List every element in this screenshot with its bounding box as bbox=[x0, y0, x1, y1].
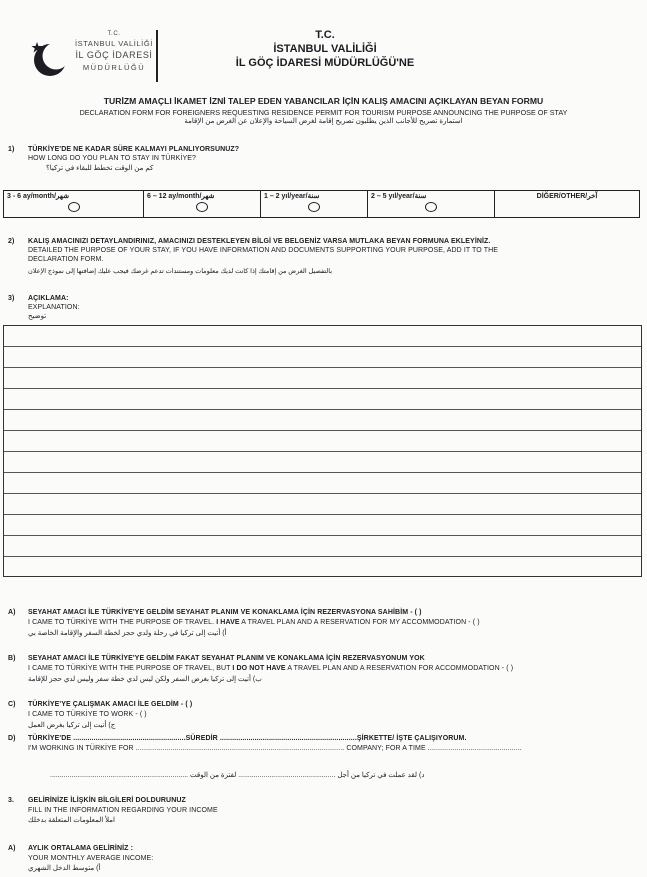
header bbox=[190, 28, 460, 70]
q3-text-tr: AÇIKLAMA: bbox=[28, 295, 69, 302]
option-d-text-tr[interactable]: TÜRKİYE'DE .......................................................SÜREDİR ...................................................................ŞİRKETTE/ İŞTE ÇALIŞIYORUM. bbox=[28, 735, 467, 742]
income-text-tr: AYLIK ORTALAMA GELİRİNİZ : bbox=[28, 845, 134, 852]
logo-line-valilik: İSTANBUL VALİLİĞİ bbox=[74, 39, 153, 48]
ruled-line bbox=[4, 493, 641, 494]
form-title-ar: استمارة تصريح للأجانب الذين يطلبون تصريح إقامة لغرض السياحة والإعلان عن الغرض من الإقامة bbox=[184, 118, 463, 125]
option-a-text-en[interactable]: I CAME TO TÜRKİYE WITH THE PURPOSE OF TRAVEL. I HAVE A TRAVEL PLAN AND A RESERVATION FOR MY ACCOMMODATION - ( ) bbox=[28, 619, 480, 626]
option-d-letter: D) bbox=[8, 735, 16, 742]
form-title-en: DECLARATION FORM FOR FOREIGNERS REQUESTING RESIDENCE PERMIT FOR TOURISM PURPOSE ANNOUNCING THE PURPOSE OF STAY bbox=[79, 108, 568, 117]
option-a-text-ar: أ) أتيت إلى تركيا في رحلة ولدي حجز لخطة السفر والإقامة الخاصة بي bbox=[28, 630, 227, 637]
ruled-line bbox=[4, 346, 641, 347]
logo bbox=[28, 30, 158, 85]
q3-number: 3) bbox=[8, 295, 15, 302]
duration-option-3-6-months[interactable]: 3 - 6 ay/month/شهر bbox=[4, 191, 144, 218]
ruled-line bbox=[4, 472, 641, 473]
section3-text-tr: GELİRİNİZE İLİŞKİN BİLGİLERİ DOLDURUNUZ bbox=[28, 797, 186, 804]
q3-text-ar: توضيح bbox=[28, 313, 47, 320]
ruled-line bbox=[4, 556, 641, 557]
q1-text-ar: كم من الوقت تخطط للبقاء في تركيا؟ bbox=[46, 165, 154, 172]
q1-number: 1) bbox=[8, 146, 15, 153]
option-b-text-tr[interactable]: SEYAHAT AMACI İLE TÜRKİYE'YE GELDİM FAKAT SEYAHAT PLANIM VE KONAKLAMA İÇİN REZERVASYONUM YOK bbox=[28, 655, 425, 662]
option-b-text-ar: ب) أتيت إلى تركيا بغرض السفر ولكن ليس لدي خطة سفر وليس لدي حجز للإقامة bbox=[28, 676, 262, 683]
duration-option-2-5-years[interactable]: 2 – 5 yıl/year/سنة bbox=[368, 191, 495, 218]
section3-number: 3. bbox=[8, 797, 15, 804]
ruled-line bbox=[4, 367, 641, 368]
logo-line-tc: T.C. bbox=[107, 31, 121, 37]
ruled-line bbox=[4, 451, 641, 452]
option-c-text-tr[interactable]: TÜRKİYE'YE ÇALIŞMAK AMACI İLE GELDİM - ( ) bbox=[28, 701, 193, 708]
crescent-star-icon bbox=[28, 38, 74, 80]
option-d-text-ar[interactable]: د) لقد عملت في تركيا من أجل .................................................. لفترة من الوقت ....................................................................... bbox=[50, 772, 425, 779]
radio-6-12-months[interactable] bbox=[196, 202, 208, 212]
option-c-text-ar: ج) أتيت إلى تركيا بغرض العمل bbox=[28, 722, 116, 729]
logo-line-goc: İL GÖÇ İDARESİ bbox=[75, 50, 153, 60]
radio-3-6-months[interactable] bbox=[68, 202, 80, 212]
option-a-letter: A) bbox=[8, 609, 16, 616]
duration-table bbox=[3, 190, 640, 218]
section3-text-ar: املأ المعلومات المتعلقة بدخلك bbox=[28, 817, 116, 824]
ruled-line bbox=[4, 514, 641, 515]
option-a-text-tr[interactable]: SEYAHAT AMACI İLE TÜRKİYE'YE GELDİM SEYAHAT PLANIM VE KONAKLAMA İÇİN REZERVASYONA SAHİBİM - ( ) bbox=[28, 609, 422, 616]
q3-text-en: EXPLANATION: bbox=[28, 304, 80, 311]
q2-text-en-1: DETAILED THE PURPOSE OF YOUR STAY, IF YOU HAVE INFORMATION AND DOCUMENTS SUPPORTING YOUR PURPOSE, ADD IT TO THE bbox=[28, 247, 499, 254]
q2-text-ar: بالتفصيل الغرض من إقامتك إذا كانت لديك معلومات ومستندات تدعم غرضك فيجب عليك إضافتها إلى نموذج الإعلان bbox=[28, 268, 333, 275]
header-mudurluk: İL GÖÇ İDARESİ MÜDÜRLÜĞÜ'NE bbox=[235, 57, 415, 69]
ruled-line bbox=[4, 388, 641, 389]
option-d-text-en[interactable]: I'M WORKING IN TÜRKİYE FOR ...................................................................................................... COMPANY; FOR A TIME .............................................. bbox=[28, 745, 522, 752]
q2-text-en-2: DECLARATION FORM. bbox=[28, 256, 104, 263]
income-letter: A) bbox=[8, 845, 16, 852]
header-tc: T.C. bbox=[315, 29, 335, 41]
duration-option-other[interactable]: DİĞER/OTHER/آخر bbox=[495, 191, 640, 218]
form-title-tr: TURİZM AMAÇLI İKAMET İZNİ TALEP EDEN YABANCILAR İÇİN KALIŞ AMACINI AÇIKLAYAN BEYAN FORMU bbox=[103, 96, 544, 106]
option-c-text-en[interactable]: I CAME TO TÜRKİYE TO WORK - ( ) bbox=[28, 711, 147, 718]
radio-2-5-years[interactable] bbox=[425, 202, 437, 212]
q2-text-tr: KALIŞ AMACINIZI DETAYLANDIRINIZ, AMACINIZI DESTEKLEYEN BİLGİ VE BELGENİZ VARSA MUTLAKA BEYAN FORMUNA EKLEYİNİZ. bbox=[28, 238, 491, 245]
option-b-letter: B) bbox=[8, 655, 16, 662]
logo-line-mudurluk: MÜDÜRLÜĞÜ bbox=[82, 63, 146, 72]
explanation-textarea[interactable] bbox=[3, 325, 642, 577]
radio-1-2-years[interactable] bbox=[308, 202, 320, 212]
duration-option-6-12-months[interactable]: 6 – 12 ay/month/شهر bbox=[144, 191, 261, 218]
section3-text-en: FILL IN THE INFORMATION REGARDING YOUR INCOME bbox=[28, 807, 218, 814]
q2-number: 2) bbox=[8, 238, 15, 245]
duration-option-1-2-years[interactable]: 1 – 2 yıl/year/سنة bbox=[261, 191, 368, 218]
option-c-letter: C) bbox=[8, 701, 16, 708]
q1-text-en: HOW LONG DO YOU PLAN TO STAY IN TÜRKİYE? bbox=[28, 155, 197, 162]
income-text-ar: أ) متوسط الدخل الشهري bbox=[28, 865, 101, 872]
ruled-line bbox=[4, 409, 641, 410]
header-valilik: İSTANBUL VALİLİĞİ bbox=[273, 43, 377, 55]
ruled-line bbox=[4, 430, 641, 431]
logo-divider bbox=[156, 30, 158, 82]
option-b-text-en[interactable]: I CAME TO TÜRKİYE WITH THE PURPOSE OF TRAVEL, BUT I DO NOT HAVE A TRAVEL PLAN AND A RESERVATION FOR ACCOMMODATION - ( ) bbox=[28, 665, 514, 672]
q1-text-tr: TÜRKİYE'DE NE KADAR SÜRE KALMAYI PLANLIYORSUNUZ? bbox=[28, 146, 240, 153]
income-text-en[interactable]: YOUR MONTHLY AVERAGE INCOME: bbox=[28, 855, 154, 862]
ruled-line bbox=[4, 535, 641, 536]
